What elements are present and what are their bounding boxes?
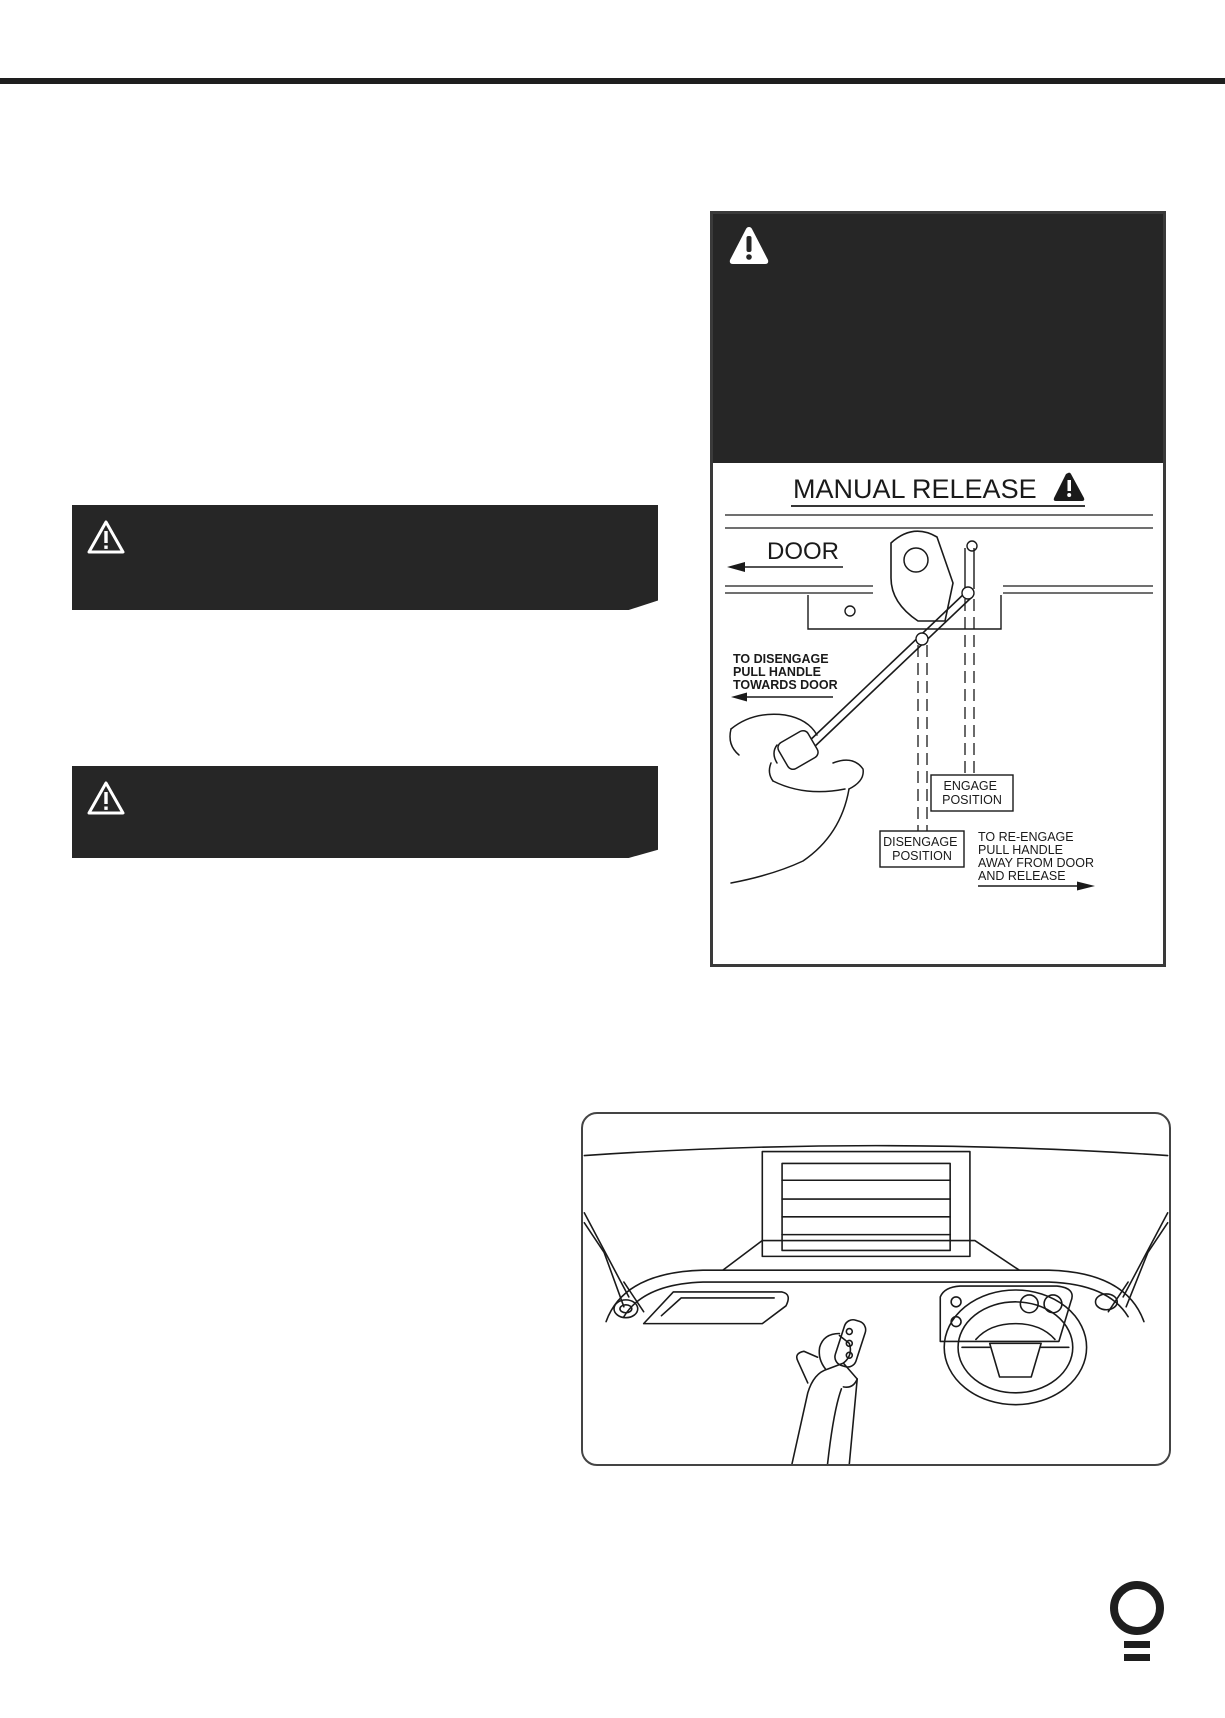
manual-release-title: MANUAL RELEASE (793, 474, 1037, 504)
svg-text:TO DISENGAGE PULL HAND (733, 652, 838, 692)
disengage-position-line-2: POSITION (892, 849, 952, 863)
warning-box-1 (72, 505, 658, 610)
header-rule (0, 78, 1225, 84)
disengage-position-line-1: DISENGAGE (883, 835, 958, 849)
warning-filled-triangle-icon (727, 224, 771, 268)
label-warning-header (713, 214, 1163, 463)
reengage-instruction-line-1: TO RE-ENGAGE (978, 830, 1074, 844)
manual-release-label (710, 211, 1166, 967)
svg-text:TO RE-ENGAGE PULL HAND (978, 830, 1097, 883)
hand-illustration (730, 714, 863, 883)
disengage-instruction-line-1: TO DISENGAGE (733, 652, 829, 666)
brand-logo (1108, 1578, 1166, 1670)
engage-position-line-2: POSITION (942, 793, 1002, 807)
car-remote-illustration (581, 1112, 1171, 1466)
reengage-instruction-line-4: AND RELEASE (978, 869, 1066, 883)
warning-filled-triangle-icon (1054, 473, 1085, 501)
disengage-instruction-line-2: PULL HANDLE (733, 665, 821, 679)
svg-text:DISENGAGE POSITION (883, 835, 961, 863)
warning-triangle-icon (86, 519, 126, 555)
reengage-instruction-line-2: PULL HANDLE (978, 843, 1063, 857)
engage-position-line-1: ENGAGE (943, 779, 998, 793)
reengage-instruction-line-3: AWAY FROM DOOR (978, 856, 1094, 870)
door-label: DOOR (767, 538, 839, 565)
manual-release-diagram (713, 463, 1163, 964)
svg-text:ENGAGE POSITION (942, 779, 1002, 807)
warning-box-2 (72, 766, 658, 858)
warning-triangle-icon (86, 780, 126, 816)
disengage-instruction-line-3: TOWARDS DOOR (733, 678, 838, 692)
